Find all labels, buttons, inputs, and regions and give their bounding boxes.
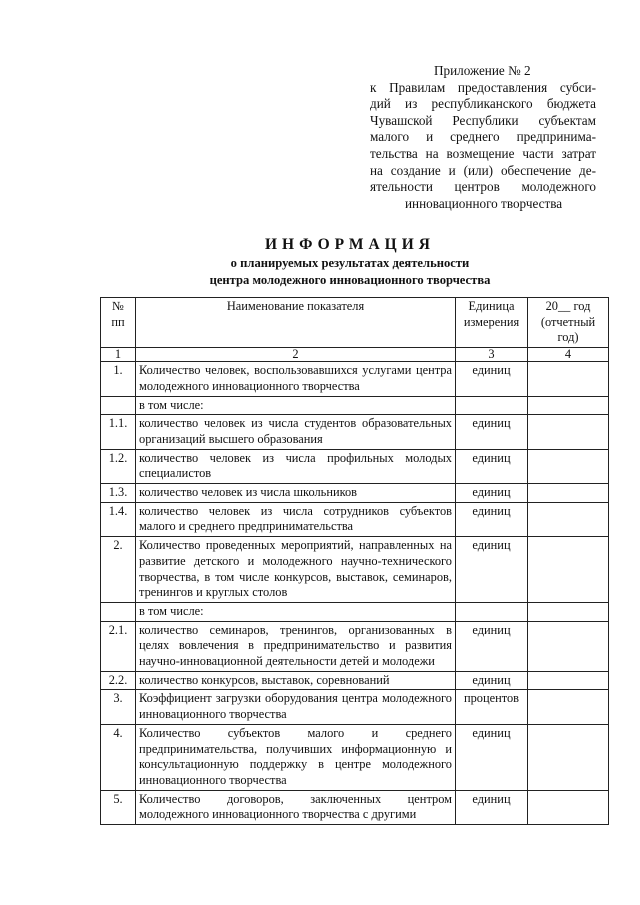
- row-unit: единиц: [456, 724, 528, 790]
- row-unit: единиц: [456, 621, 528, 671]
- header-cell-number: № пп: [101, 298, 136, 348]
- indicators-table: [100, 297, 609, 825]
- row-number: 2.: [101, 537, 136, 603]
- header-cell-year: 20__ год (отчетный год): [528, 298, 609, 348]
- appendix-line: малого и среднего предпринима-: [370, 129, 596, 145]
- appendix-line: к Правилам предоставления субси-: [370, 79, 596, 95]
- row-value: [528, 602, 609, 621]
- row-unit: единиц: [456, 415, 528, 449]
- row-value: [528, 690, 609, 724]
- row-name: Количество субъектов малого и среднего предпринимательства, получивших информационную и консультационную поддержку в центре молодежного инновационного творчества: [136, 724, 456, 790]
- row-name: Количество проведенных мероприятий, направленных на развитие детского и молодежного научно-технического творчества, в том числе конкурсов, выставок, семинаров, тренингов и круглых столов: [136, 537, 456, 603]
- document-subtitle: о планируемых результатах деятельности: [230, 256, 470, 270]
- row-value: [528, 415, 609, 449]
- table-row: [101, 671, 609, 690]
- table-row: [101, 484, 609, 503]
- table-row: [101, 621, 609, 671]
- row-name: в том числе:: [136, 602, 456, 621]
- appendix-title: Приложение № 2: [434, 63, 531, 78]
- row-value: [528, 502, 609, 536]
- row-number: 1.: [101, 362, 136, 396]
- row-number: 4.: [101, 724, 136, 790]
- table-index-row: [101, 348, 609, 362]
- row-number: 5.: [101, 790, 136, 824]
- row-number: [101, 602, 136, 621]
- table-row: [101, 790, 609, 824]
- row-unit: единиц: [456, 502, 528, 536]
- row-name: Количество человек, воспользовавшихся услугами центра молодежного инновационного творчества: [136, 362, 456, 396]
- row-name: Коэффициент загрузки оборудования центра молодежного инновационного творчества: [136, 690, 456, 724]
- table-row: [101, 502, 609, 536]
- appendix-line: ятельности центров молодежного: [370, 179, 596, 195]
- row-unit: единиц: [456, 537, 528, 603]
- row-number: 1.3.: [101, 484, 136, 503]
- row-unit: [456, 396, 528, 415]
- appendix-line: Чувашской Республики субъектам: [370, 112, 596, 128]
- row-value: [528, 671, 609, 690]
- row-name: количество человек из числа студентов образовательных организаций высшего образования: [136, 415, 456, 449]
- row-value: [528, 724, 609, 790]
- row-name: количество конкурсов, выставок, соревнований: [136, 671, 456, 690]
- appendix-line: дий из республиканского бюджета: [370, 96, 596, 112]
- row-unit: единиц: [456, 362, 528, 396]
- row-number: [101, 396, 136, 415]
- appendix-line: на создание и (или) обеспечение де-: [370, 162, 596, 178]
- row-value: [528, 537, 609, 603]
- document-subtitle-2: центра молодежного инновационного творчества: [209, 273, 491, 287]
- row-unit: единиц: [456, 449, 528, 483]
- appendix-line: тельства на возмещение части затрат: [370, 145, 596, 161]
- table-row: [101, 396, 609, 415]
- table-header-row: [101, 298, 609, 348]
- row-value: [528, 362, 609, 396]
- row-number: 2.1.: [101, 621, 136, 671]
- row-value: [528, 449, 609, 483]
- row-value: [528, 790, 609, 824]
- row-unit: [456, 602, 528, 621]
- header-cell-name: Наименование показателя: [136, 298, 456, 348]
- row-value: [528, 621, 609, 671]
- index-cell: 3: [456, 348, 528, 362]
- row-number: 3.: [101, 690, 136, 724]
- document-title: ИНФОРМАЦИЯ: [265, 236, 435, 253]
- index-cell: 4: [528, 348, 609, 362]
- header-cell-unit: Единица измерения: [456, 298, 528, 348]
- table-row: [101, 537, 609, 603]
- row-name: количество человек из числа профильных молодых специалистов: [136, 449, 456, 483]
- row-value: [528, 484, 609, 503]
- row-unit: единиц: [456, 484, 528, 503]
- row-name: Количество договоров, заключенных центром молодежного инновационного творчества с другими: [136, 790, 456, 824]
- row-name: количество семинаров, тренингов, организованных в целях вовлечения в предпринимательство и развития научно-инновационной деятельности детей и молодежи: [136, 621, 456, 671]
- row-unit: единиц: [456, 671, 528, 690]
- row-number: 1.1.: [101, 415, 136, 449]
- row-value: [528, 396, 609, 415]
- row-unit: процентов: [456, 690, 528, 724]
- table-row: [101, 449, 609, 483]
- row-number: 2.2.: [101, 671, 136, 690]
- table-row: [101, 602, 609, 621]
- row-name: количество человек из числа сотрудников субъектов малого и среднего предпринимательства: [136, 502, 456, 536]
- table-row: [101, 724, 609, 790]
- appendix-line: инновационного творчества: [405, 195, 563, 211]
- index-cell: 1: [101, 348, 136, 362]
- row-unit: единиц: [456, 790, 528, 824]
- table-row: [101, 690, 609, 724]
- row-number: 1.4.: [101, 502, 136, 536]
- row-name: количество человек из числа школьников: [136, 484, 456, 503]
- table-row: [101, 362, 609, 396]
- appendix-block: [370, 63, 596, 212]
- row-number: 1.2.: [101, 449, 136, 483]
- row-name: в том числе:: [136, 396, 456, 415]
- index-cell: 2: [136, 348, 456, 362]
- table-row: [101, 415, 609, 449]
